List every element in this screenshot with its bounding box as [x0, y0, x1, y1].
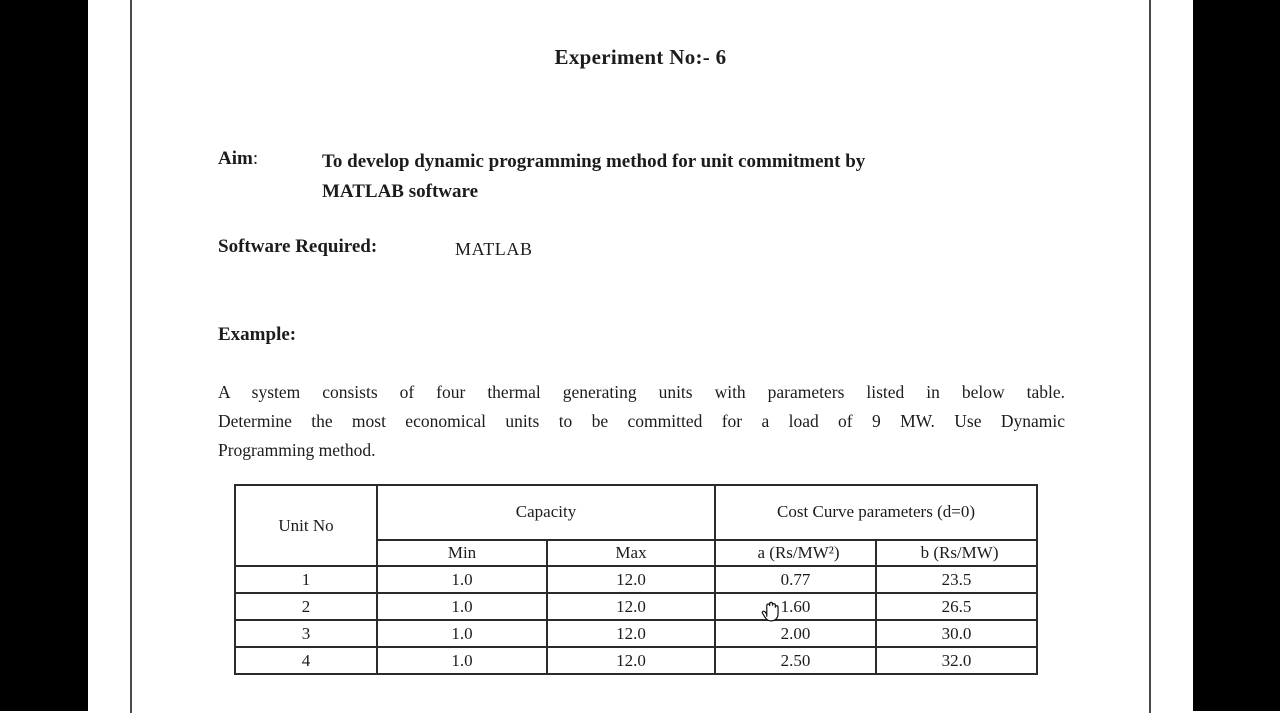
- cell-min: 1.0: [377, 620, 547, 647]
- cell-b: 26.5: [876, 593, 1037, 620]
- document-title: Experiment No:- 6: [554, 45, 727, 69]
- cell-a: 2.00: [715, 620, 876, 647]
- left-letterbox-bar: [0, 0, 88, 711]
- aim-text: [322, 147, 1082, 207]
- cell-min: 1.0: [377, 566, 547, 593]
- header-cost-curve: Cost Curve parameters (d=0): [715, 485, 1037, 540]
- cell-max: 12.0: [547, 593, 715, 620]
- aim-label-text: Aim: [218, 148, 253, 169]
- software-required-label: Software Required:: [218, 236, 378, 257]
- header-unit-no: Unit No: [235, 485, 377, 566]
- example-heading: Example:: [218, 324, 297, 345]
- cell-max: 12.0: [547, 620, 715, 647]
- cell-unit: 1: [235, 566, 377, 593]
- header-capacity: Capacity: [377, 485, 715, 540]
- document-page[interactable]: [132, 0, 1149, 713]
- table-header-row-1: [235, 485, 1037, 540]
- unit-parameters-table: [234, 484, 1038, 675]
- example-paragraph: [218, 378, 1065, 465]
- table-row: [235, 593, 1037, 620]
- cell-b: 32.0: [876, 647, 1037, 674]
- cell-a: 0.77: [715, 566, 876, 593]
- table-row: [235, 566, 1037, 593]
- cell-b: 23.5: [876, 566, 1037, 593]
- hand-cursor-icon: [757, 598, 781, 622]
- header-a-coefficient: a (Rs/MW²): [715, 540, 876, 566]
- cell-a: 1.60: [715, 593, 876, 620]
- cell-max: 12.0: [547, 566, 715, 593]
- software-required-value: MATLAB: [455, 239, 533, 259]
- header-b-coefficient: b (Rs/MW): [876, 540, 1037, 566]
- cell-unit: 2: [235, 593, 377, 620]
- table-row: [235, 620, 1037, 647]
- aim-text-line1: To develop dynamic programming method for unit commitment by: [322, 151, 866, 172]
- cell-b: 30.0: [876, 620, 1037, 647]
- page-right-edge-line: [1149, 0, 1151, 713]
- right-letterbox-bar: [1193, 0, 1280, 711]
- aim-label: [218, 148, 258, 170]
- paragraph-line: Programming method.: [218, 440, 376, 460]
- cell-a: 2.50: [715, 647, 876, 674]
- table-row: [235, 647, 1037, 674]
- aim-label-colon: :: [252, 148, 259, 169]
- cell-min: 1.0: [377, 647, 547, 674]
- cell-unit: 4: [235, 647, 377, 674]
- cell-min: 1.0: [377, 593, 547, 620]
- header-max: Max: [547, 540, 715, 566]
- cell-max: 12.0: [547, 647, 715, 674]
- header-min: Min: [377, 540, 547, 566]
- cell-unit: 3: [235, 620, 377, 647]
- paragraph-line: A system consists of four thermal generating units with parameters listed in below table.: [218, 382, 1065, 402]
- paragraph-line: Determine the most economical units to be committed for a load of 9 MW. Use Dynamic: [218, 411, 1065, 431]
- aim-text-line2: MATLAB software: [322, 181, 479, 202]
